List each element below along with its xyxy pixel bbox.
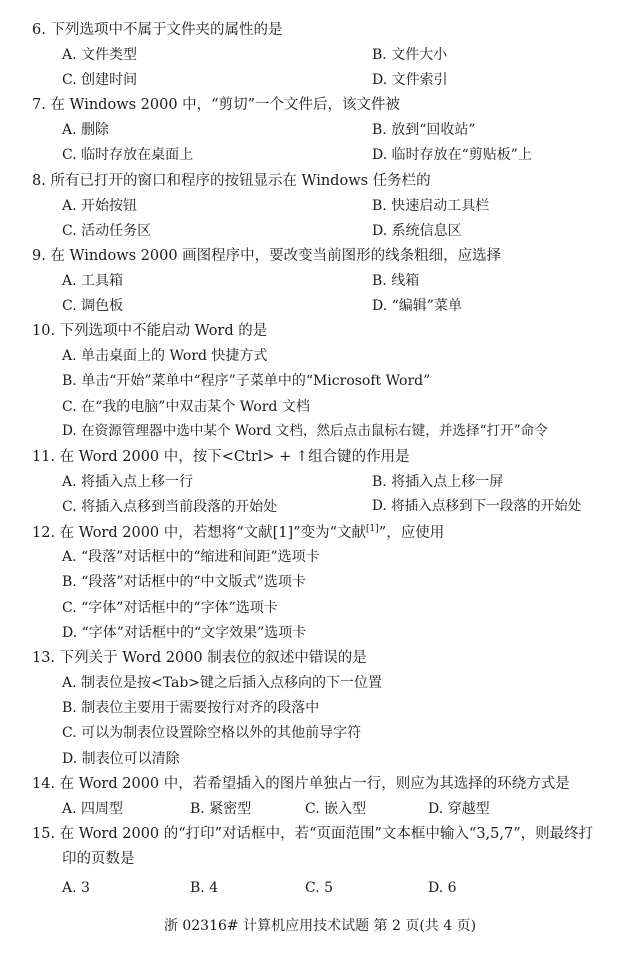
question-stem-continuation: 印的页数是 <box>62 851 135 867</box>
superscript-citation: [1] <box>366 524 379 534</box>
option-b: B. 4 <box>190 880 219 896</box>
option-c: C. 活动任务区 <box>62 223 152 239</box>
option-b: B. “段落”对话框中的“中文版式”选项卡 <box>62 574 306 590</box>
option-d: D. 文件索引 <box>372 72 448 88</box>
options-row <box>0 199 640 224</box>
option-d: D. “编辑”菜单 <box>372 298 462 314</box>
option-a: A. 单击桌面上的 Word 快捷方式 <box>62 348 268 364</box>
question-stem: 7. 在 Windows 2000 中，“剪切”一个文件后，该文件被 <box>32 97 400 113</box>
option-d: D. “字体”对话框中的“文字效果”选项卡 <box>62 625 307 641</box>
options-row <box>0 400 640 425</box>
options-row <box>0 601 640 626</box>
question-7 <box>0 98 640 123</box>
options-row <box>0 701 640 726</box>
option-c: C. 可以为制表位设置除空格以外的其他前导字符 <box>62 725 362 741</box>
option-c: C. 将插入点移到当前段落的开始处 <box>62 499 278 515</box>
options-row <box>0 374 640 399</box>
option-a: A. “段落”对话框中的“缩进和间距”选项卡 <box>62 549 320 565</box>
question-9 <box>0 249 640 274</box>
option-a: A. 删除 <box>62 122 110 138</box>
question-stem: 10. 下列选项中不能启动 Word 的是 <box>32 323 268 339</box>
option-c: C. “字体”对话框中的“字体”选项卡 <box>62 600 278 616</box>
options-row <box>0 676 640 701</box>
options-row <box>0 224 640 249</box>
question-stem: 6. 下列选项中不属于文件夹的属性的是 <box>32 22 283 38</box>
options-row <box>0 475 640 500</box>
option-b: B. 放到“回收站” <box>372 122 476 138</box>
question-6 <box>0 23 640 48</box>
question-10 <box>0 324 640 349</box>
options-row <box>0 274 640 299</box>
question-stem: 8. 所有已打开的窗口和程序的按钮显示在 Windows 任务栏的 <box>32 173 431 189</box>
option-d: D. 6 <box>428 880 457 896</box>
question-15 <box>0 827 640 852</box>
option-b: B. 单击“开始”菜单中“程序”子菜单中的“Microsoft Word” <box>62 373 431 389</box>
options-row <box>0 626 640 651</box>
options-row <box>0 48 640 73</box>
option-b: B. 文件大小 <box>372 47 448 63</box>
option-b: B. 线箱 <box>372 273 420 289</box>
option-a: A. 3 <box>62 880 90 896</box>
option-d: D. 系统信息区 <box>372 223 462 239</box>
option-d: D. 制表位可以清除 <box>62 751 180 767</box>
options-row <box>0 575 640 600</box>
option-a: A. 文件类型 <box>62 47 138 63</box>
option-d: D. 在资源管理器中选中某个 Word 文档，然后点击鼠标右键，并选择“打开”命令 <box>62 423 548 439</box>
options-row <box>0 148 640 173</box>
option-c: C. 创建时间 <box>62 72 138 88</box>
option-a: A. 制表位是按<Tab>键之后插入点移向的下一位置 <box>62 675 383 691</box>
question-stem: 11. 在 Word 2000 中，按下<Ctrl> + ↑组合键的作用是 <box>32 449 410 465</box>
options-row <box>0 881 640 906</box>
options-row <box>0 550 640 575</box>
options-row <box>0 425 640 450</box>
options-row <box>0 500 640 525</box>
option-a: A. 开始按钮 <box>62 198 138 214</box>
question-stem: 13. 下列关于 Word 2000 制表位的叙述中错误的是 <box>32 650 367 666</box>
option-d: D. 将插入点移到下一段落的开始处 <box>372 498 582 514</box>
question-11 <box>0 450 640 475</box>
question-13 <box>0 651 640 676</box>
question-stem: 9. 在 Windows 2000 画图程序中，要改变当前图形的线条粗细，应选择 <box>32 248 502 264</box>
question-14 <box>0 777 640 802</box>
options-row <box>0 73 640 98</box>
options-row <box>0 123 640 148</box>
question-stem: 15. 在 Word 2000 的“打印”对话框中，若“页面范围”文本框中输入“3,5,7”，则最终打 <box>32 826 594 842</box>
options-row <box>0 802 640 827</box>
option-d: D. 临时存放在“剪贴板”上 <box>372 147 532 163</box>
option-c: C. 嵌入型 <box>305 801 367 817</box>
options-row <box>0 752 640 777</box>
question-stem: 12. 在 Word 2000 中，若想将“文献[1]”变为“文献[1]”，应使用 <box>32 524 445 541</box>
option-c: C. 调色板 <box>62 298 124 314</box>
option-b: B. 制表位主要用于需要按行对齐的段落中 <box>62 700 320 716</box>
option-b: B. 紧密型 <box>190 801 252 817</box>
page-footer: 浙 02316# 计算机应用技术试题 第 2 页(共 4 页) <box>163 918 477 934</box>
option-a: A. 将插入点上移一行 <box>62 474 194 490</box>
option-c: C. 在“我的电脑”中双击某个 Word 文档 <box>62 399 310 415</box>
option-c: C. 5 <box>305 880 334 896</box>
options-row <box>0 299 640 324</box>
question-stem: 14. 在 Word 2000 中，若希望插入的图片单独占一行，则应为其选择的环绕方式是 <box>32 776 570 792</box>
question-8 <box>0 174 640 199</box>
question-12 <box>0 525 640 550</box>
option-b: B. 快速启动工具栏 <box>372 198 490 214</box>
options-row <box>0 349 640 374</box>
options-row <box>0 726 640 751</box>
option-a: A. 工具箱 <box>62 273 124 289</box>
option-a: A. 四周型 <box>62 801 124 817</box>
option-c: C. 临时存放在桌面上 <box>62 147 194 163</box>
option-d: D. 穿越型 <box>428 801 490 817</box>
option-b: B. 将插入点上移一屏 <box>372 474 504 490</box>
